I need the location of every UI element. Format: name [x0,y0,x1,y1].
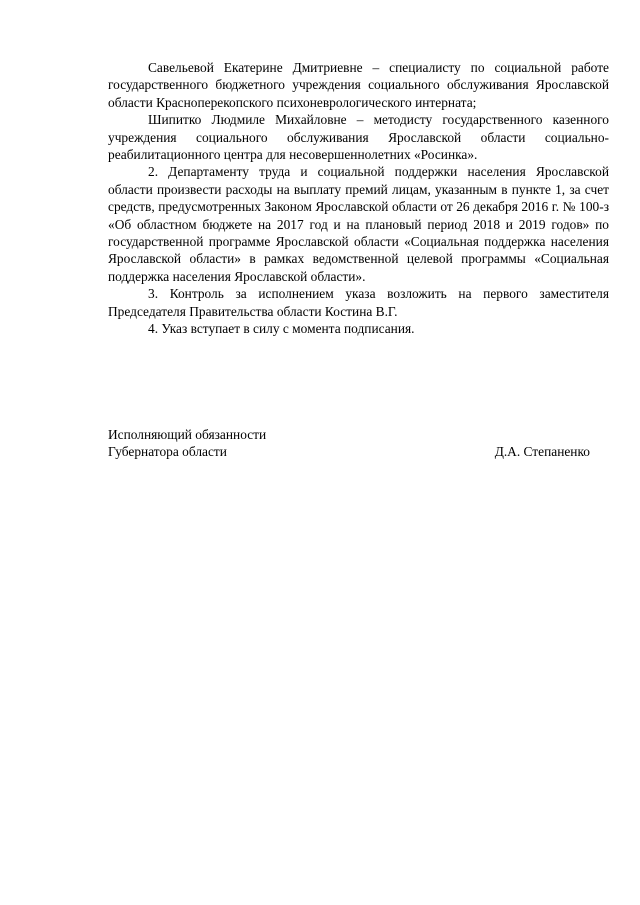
paragraph-savelyeva: Савельевой Екатерине Дмитриевне – специалисту по социальной работе государственного бюджетного учреждения социального обслуживания Ярославской области Красноперекопского психоневрологического интерната; [108,60,609,110]
signature-position-line2: Губернатора области [108,444,227,460]
signatory-name: Д.А. Степаненко [494,444,590,460]
signature-block [108,426,590,461]
signature-position-line1: Исполняющий обязанности [108,427,267,442]
paragraph-item-4: 4. Указ вступает в силу с момента подписания. [148,321,415,337]
document-body [108,59,609,338]
paragraph-item-3: 3. Контроль за исполнением указа возложить на первого заместителя Председателя Правительства области Костина В.Г. [108,286,609,319]
paragraph-item-2: 2. Департаменту труда и социальной поддержки населения Ярославской области произвести расходы на выплату премий лицам, указанным в пункте 1, за счет средств, предусмотренных Законом Ярославской области от 26 декабря 2016 г. № 100-з «Об областном бюджете на 2017 год и на плановый период 2018 и 2019 годов» по государственной программе Ярославской области «Социальная поддержка населения Ярославской области» в рамках ведомственной целевой программы «Социальная поддержка населения Ярославской области». [108,164,609,284]
paragraph-shipitko: Шипитко Людмиле Михайловне – методисту государственного казенного учреждения социального обслуживания Ярославской области социально-реабилитационного центра для несовершеннолетних «Росинка». [108,112,609,163]
signature-position-line2-row [108,443,590,460]
